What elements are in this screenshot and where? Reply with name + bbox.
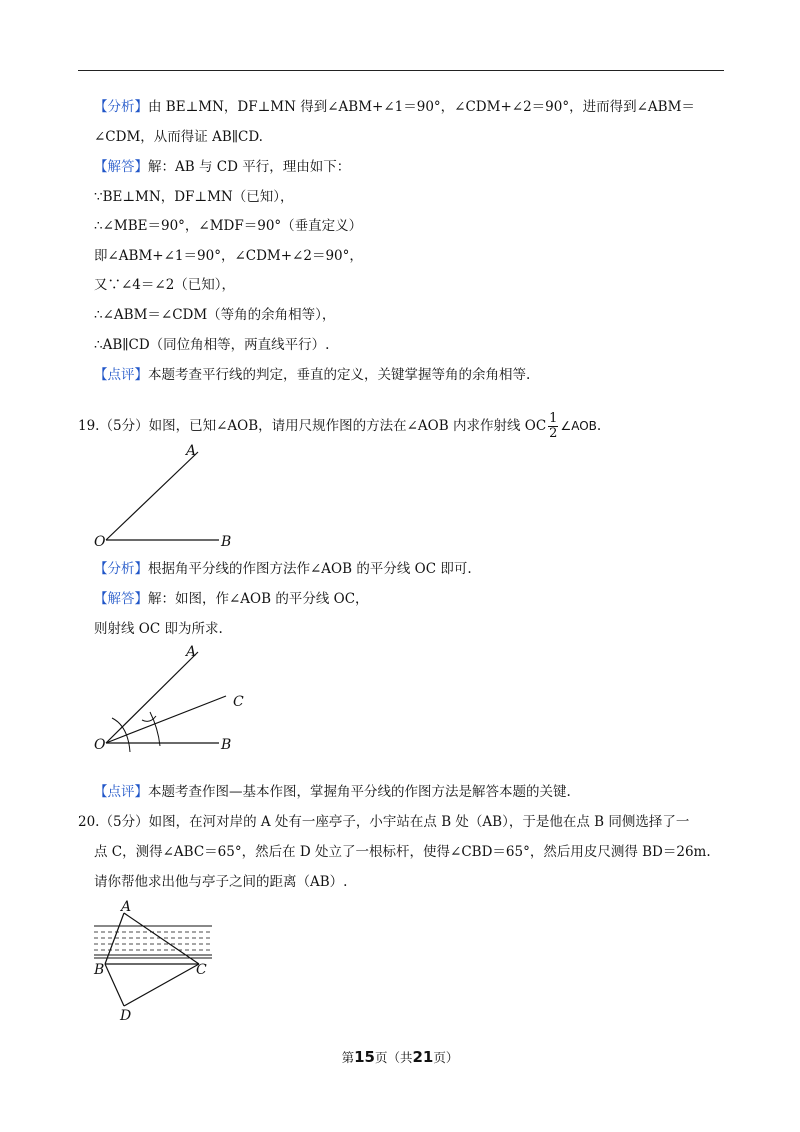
- point-b-label: B: [221, 534, 232, 550]
- point-o-label: O: [94, 737, 106, 753]
- footer-middle: 页（共: [374, 1050, 413, 1065]
- point-d-label: D: [120, 1008, 132, 1024]
- analysis-tag: 【分析】: [94, 99, 148, 115]
- footer-prefix: 第: [341, 1050, 355, 1065]
- segment-ac: [124, 913, 199, 964]
- question-text: （5分）如图，已知∠AOB，请用尺规作图的方法在∠AOB 内求作射线 OC: [99, 418, 547, 434]
- analysis-text: 由 BE⊥MN，DF⊥MN 得到∠ABM+∠1＝90°，∠CDM+∠2＝90°，进而得到∠ABM＝: [148, 99, 695, 115]
- fraction-angle: ∠AOB: [560, 419, 597, 433]
- q18-answer-line-5: 又∵∠4＝∠2（已知），: [94, 277, 236, 293]
- fraction-numerator: 1: [549, 411, 558, 426]
- point-c-label: C: [233, 694, 244, 710]
- q18-answer-line-2: ∵BE⊥MN，DF⊥MN（已知），: [94, 189, 294, 205]
- fraction-denominator: 2: [549, 426, 558, 441]
- analysis-tag: 【分析】: [94, 561, 148, 577]
- current-page-number: 15: [354, 1048, 375, 1066]
- comment-tag: 【点评】: [94, 367, 148, 383]
- point-a-label: A: [186, 644, 197, 660]
- question-number: 19.: [78, 418, 100, 434]
- total-page-number: 21: [412, 1048, 434, 1066]
- footer-suffix: 页）: [433, 1050, 459, 1065]
- analysis-text: 根据角平分线的作图方法作∠AOB 的平分线 OC 即可.: [148, 561, 472, 577]
- point-b-label: B: [221, 737, 232, 753]
- comment-text: 本题考查平行线的判定，垂直的定义，关键掌握等角的余角相等.: [148, 367, 531, 383]
- answer-text: 解：AB 与 CD 平行，理由如下：: [148, 159, 351, 175]
- answer-tag: 【解答】: [94, 159, 148, 175]
- point-a-label: A: [186, 443, 197, 459]
- page-footer: [0, 1048, 800, 1066]
- question-end: .: [596, 418, 602, 434]
- q18-analysis-line-2: ∠CDM，从而得证 AB∥CD.: [94, 129, 263, 145]
- q20-question-line-3: 请你帮他求出他与亭子之间的距离（AB）.: [94, 874, 348, 890]
- q18-answer-line-4: 即∠ABM+∠1＝90°，∠CDM+∠2＝90°，: [94, 248, 363, 264]
- point-a-label: A: [121, 899, 132, 915]
- question-text: （5分）如图，在河对岸的 A 处有一座亭子，小宇站在点 B 处（AB），于是他在点 B 同侧选择了一: [99, 814, 690, 830]
- answer-tag: 【解答】: [94, 591, 148, 607]
- comment-tag: 【点评】: [94, 784, 148, 800]
- segment-bd: [105, 964, 124, 1006]
- point-b-label: B: [94, 962, 105, 978]
- answer-text: 解：如图，作∠AOB 的平分线 OC，: [148, 591, 369, 607]
- q18-answer-line-3: ∴∠MBE＝90°，∠MDF＝90°（垂直定义）: [94, 218, 363, 234]
- q20-question-line-2: 点 C，测得∠ABC＝65°，然后在 D 处立了一根标杆，使得∠CBD＝65°，然后用皮尺测得 BD＝26m.: [94, 844, 711, 860]
- point-c-label: C: [196, 962, 207, 978]
- comment-text: 本题考查作图—基本作图，掌握角平分线的作图方法是解答本题的关键.: [148, 784, 571, 800]
- q18-answer-line-7: ∴AB∥CD（同位角相等，两直线平行）.: [94, 337, 330, 353]
- segment-ab: [105, 913, 124, 964]
- point-o-label: O: [94, 534, 106, 550]
- segment-dc: [124, 964, 199, 1006]
- q18-answer-line-6: ∴∠ABM＝∠CDM（等角的余角相等），: [94, 307, 336, 323]
- q19-answer-line-2: 则射线 OC 即为所求.: [94, 621, 223, 637]
- question-number: 20.: [78, 814, 100, 830]
